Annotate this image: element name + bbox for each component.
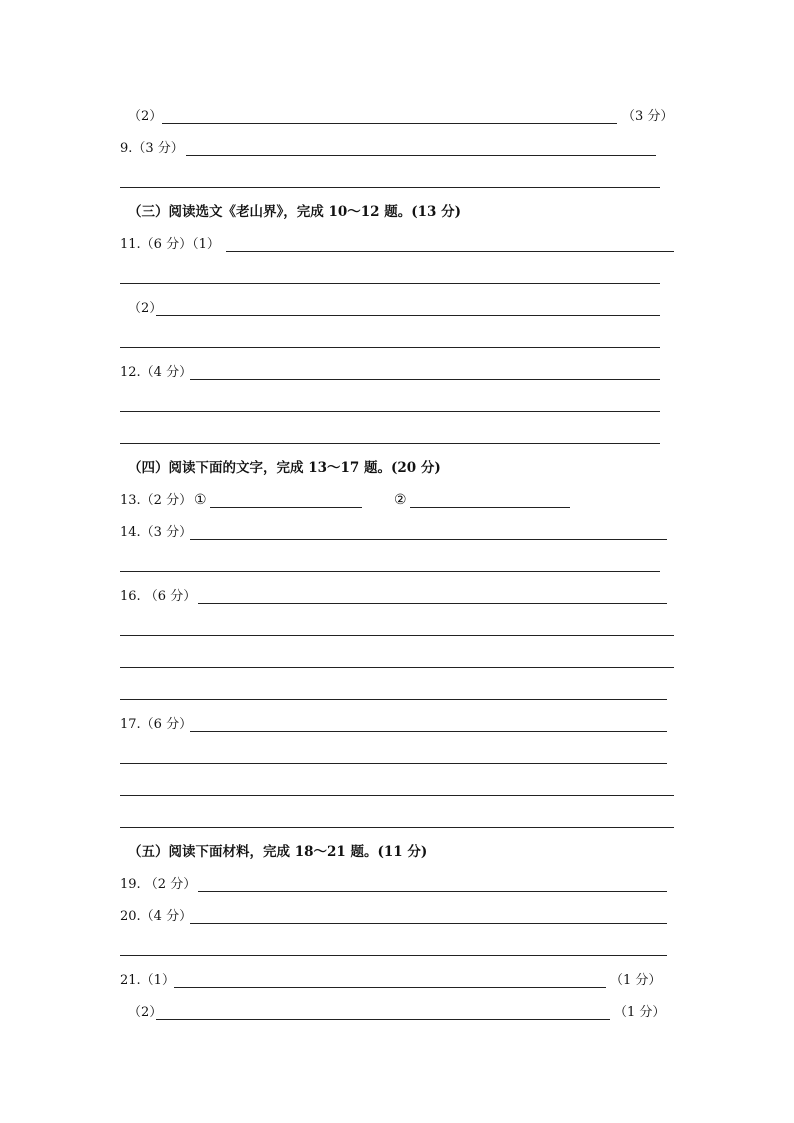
q13-label: 13.（2 分） [120,493,193,508]
q11-sub2-label: （2） [128,301,163,316]
q21-sub2-answer-line[interactable] [156,1019,610,1020]
q16-label: 16. （6 分） [120,589,197,604]
q14-label: 14.（3 分） [120,525,193,540]
q9-answer-line-2[interactable] [120,187,660,188]
section5-heading: （五）阅读下面材料，完成 18～21 题。(11 分) [128,844,428,860]
q16-answer-line-3[interactable] [120,667,674,668]
q17-answer-line-4[interactable] [120,827,674,828]
q16-answer-line-1[interactable] [198,603,667,604]
q9-label: 9.（3 分） [120,141,184,156]
section4-heading: （四）阅读下面的文字，完成 13～17 题。(20 分) [128,460,441,476]
q21-sub1-points: （1 分） [610,973,662,988]
q14-answer-line-2[interactable] [120,571,660,572]
q12-answer-line-3[interactable] [120,443,660,444]
q11-answer-line-1[interactable] [226,251,674,252]
q8-sub2-answer-line[interactable] [162,123,617,124]
q9-answer-line-1[interactable] [186,155,656,156]
q12-answer-line-2[interactable] [120,411,660,412]
q16-answer-line-4[interactable] [120,699,667,700]
q13-blank2-line[interactable] [410,507,570,508]
q21-sub2-points: （1 分） [614,1005,666,1020]
q12-answer-line-1[interactable] [190,379,660,380]
q11-sub2-answer-line-2[interactable] [120,347,660,348]
q21-sub2-label: （2） [128,1005,163,1020]
q11-answer-line-2[interactable] [120,283,660,284]
q20-answer-line-1[interactable] [190,923,667,924]
q17-answer-line-3[interactable] [120,795,674,796]
q19-answer-line[interactable] [198,891,667,892]
q14-answer-line-1[interactable] [190,539,667,540]
q21-sub1-answer-line[interactable] [174,987,606,988]
q17-label: 17.（6 分） [120,717,193,732]
q8-sub2-points: （3 分） [622,109,674,124]
q21-label: 21.（1） [120,973,175,988]
q20-label: 20.（4 分） [120,909,193,924]
section3-heading: （三）阅读选文《老山界》，完成 10～12 题。(13 分) [128,204,461,220]
q19-label: 19. （2 分） [120,877,197,892]
q17-answer-line-1[interactable] [190,731,667,732]
q13-blank2-marker: ② [394,492,407,508]
q8-sub2-label: （2） [128,109,163,124]
q11-label: 11.（6 分）（1） [120,237,220,252]
q16-answer-line-2[interactable] [120,635,674,636]
q12-label: 12.（4 分） [120,365,193,380]
q13-blank1-line[interactable] [210,507,362,508]
q20-answer-line-2[interactable] [120,955,667,956]
q11-sub2-answer-line-1[interactable] [156,315,660,316]
q17-answer-line-2[interactable] [120,763,667,764]
q13-blank1-marker: ① [194,492,207,508]
